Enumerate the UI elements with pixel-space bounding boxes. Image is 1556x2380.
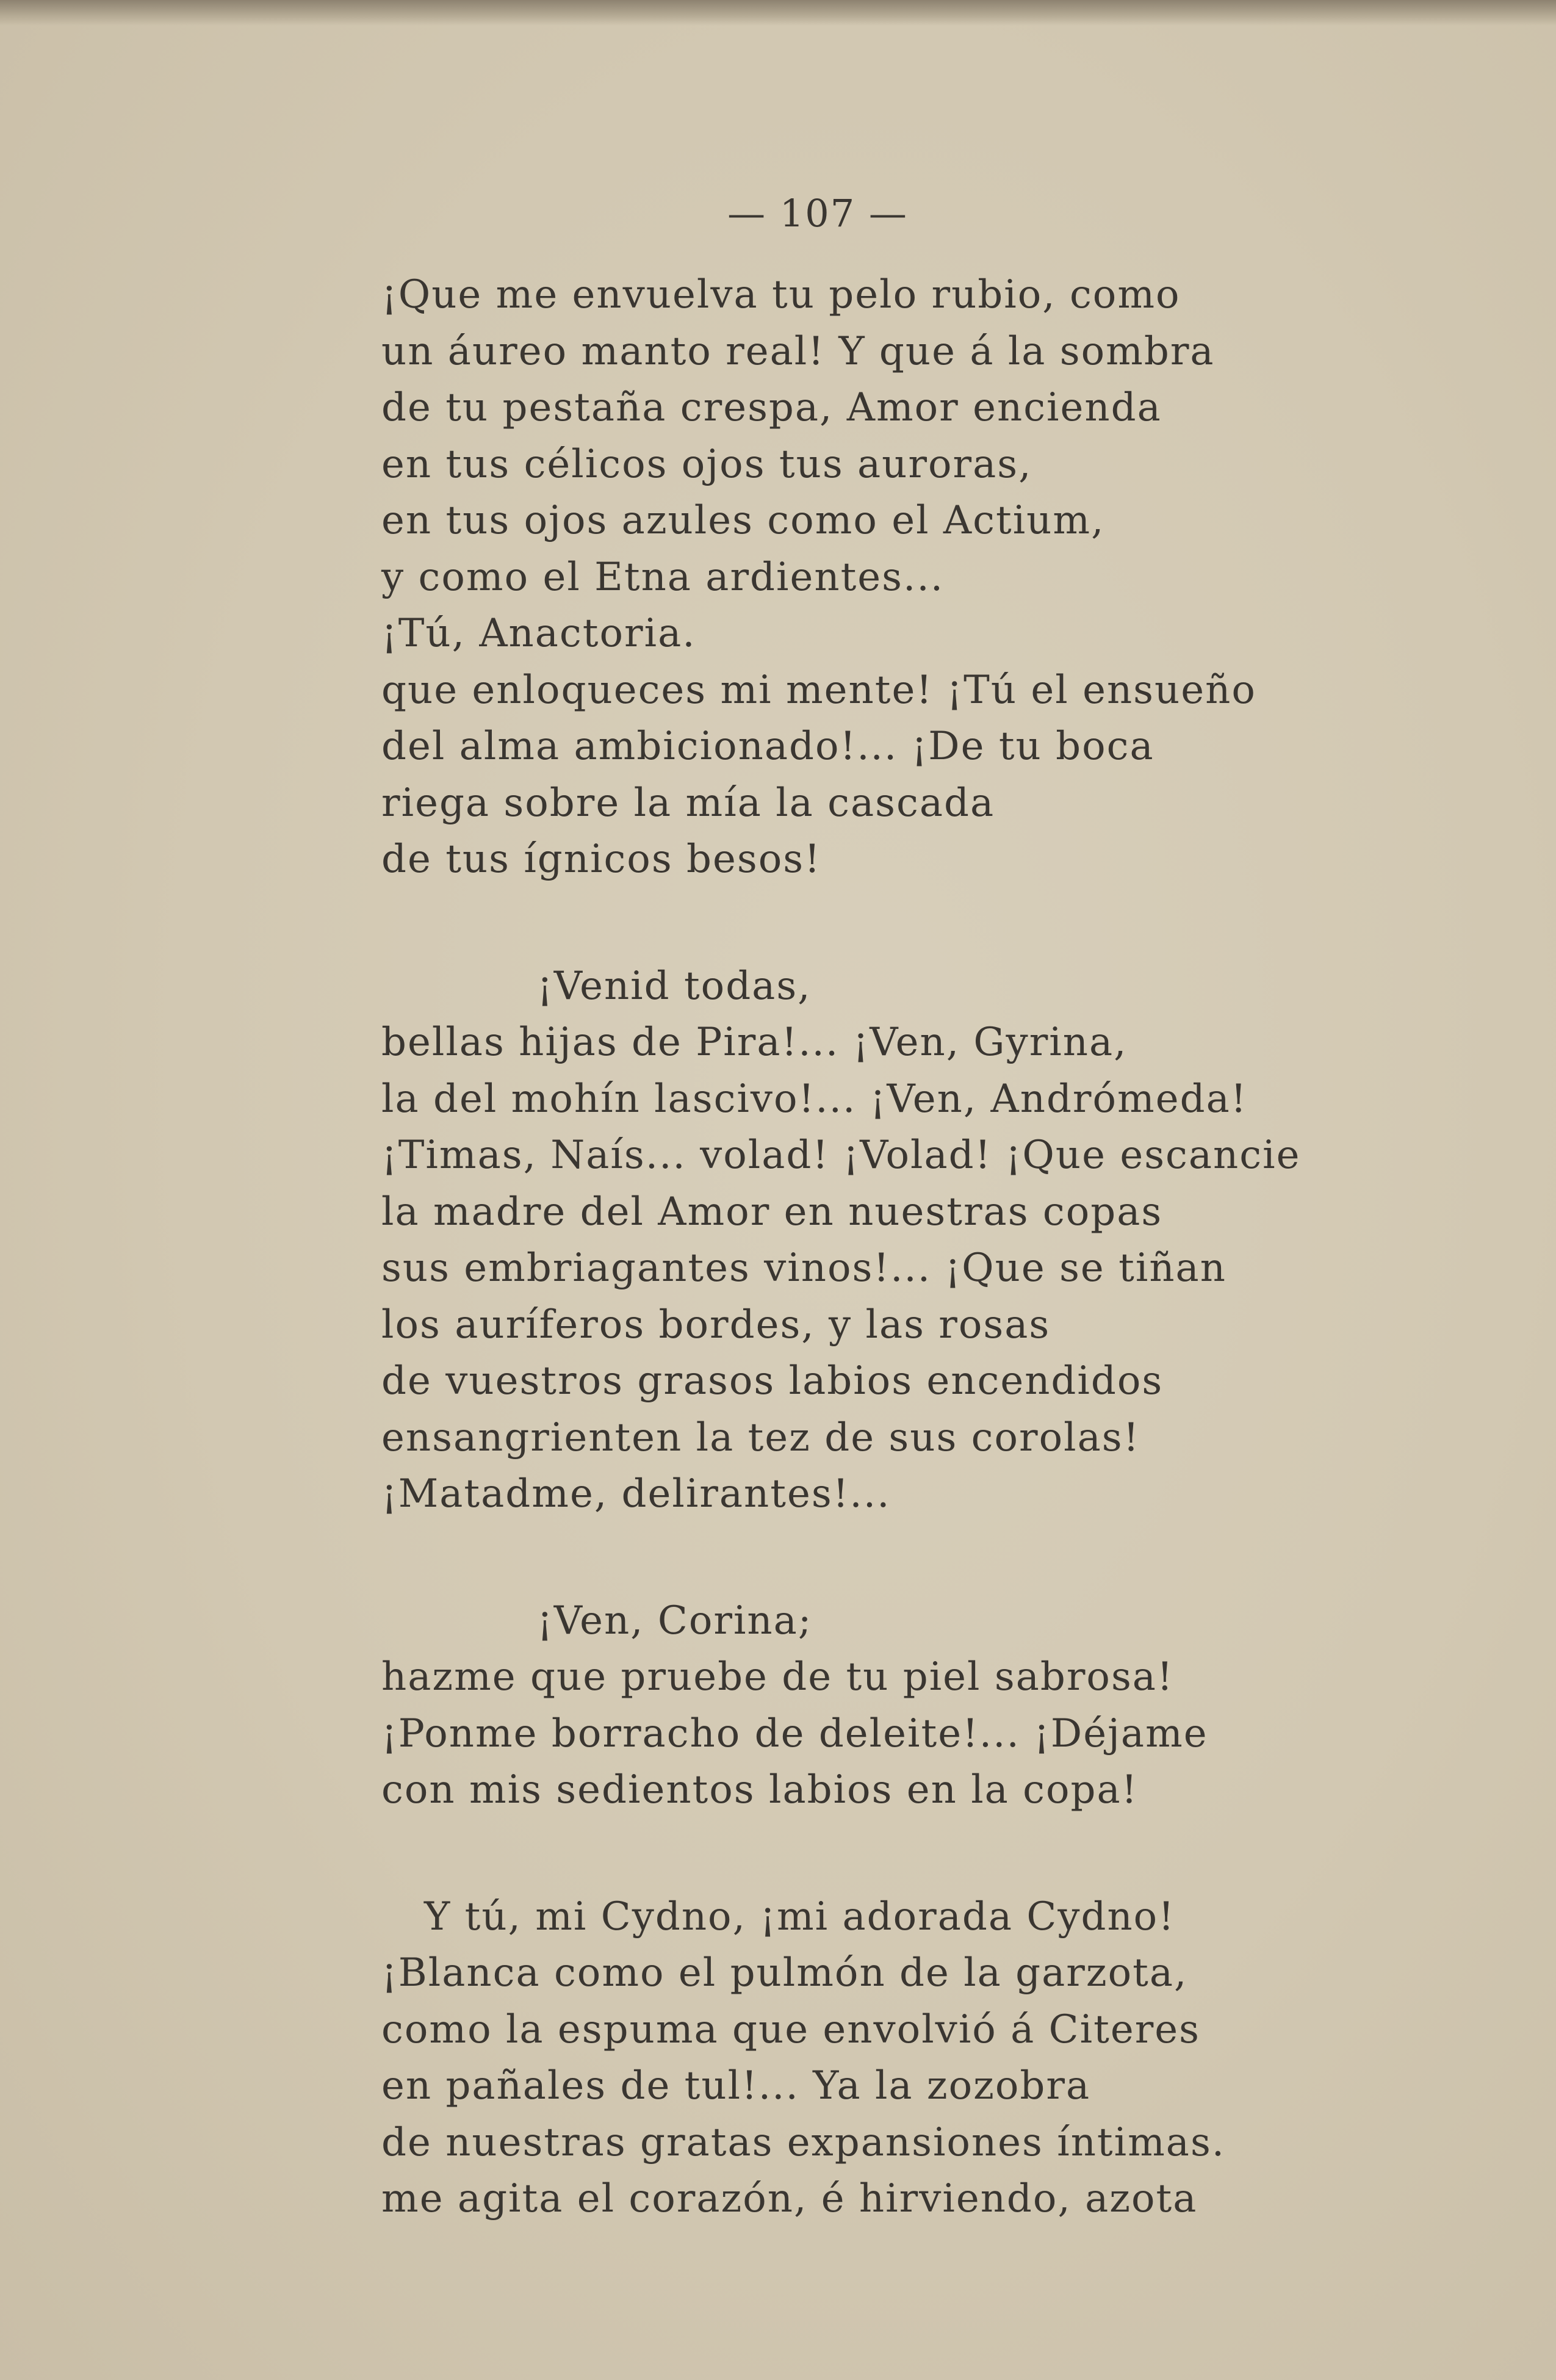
verse-line: los auríferos bordes, y las rosas [381,1302,1051,1347]
verse-line: riega sobre la mía la cascada [381,780,995,826]
verse-line: Y tú, mi Cydno, ¡mi adorada Cydno! [424,1894,1175,1939]
verse-line: sus embriagantes vinos!... ¡Que se tiñan [381,1246,1226,1291]
verse-line: de tus ígnicos besos! [381,837,821,882]
verse-line: en tus ojos azules como el Actium, [381,498,1105,543]
verse-line: un áureo manto real! Y que á la sombra [381,328,1215,374]
verse-line: que enloqueces mi mente! ¡Tú el ensueño [381,667,1256,713]
verse-line: bellas hijas de Pira!... ¡Ven, Gyrina, [381,1020,1128,1065]
verse-line: en tus célicos ojos tus auroras, [381,441,1032,487]
verse-line: ¡Blanca como el pulmón de la garzota, [381,1950,1188,1996]
verse-line: la madre del Amor en nuestras copas [381,1189,1163,1235]
verse-line: ensangrienten la tez de sus corolas! [381,1415,1140,1460]
verse-line: ¡Matadme, delirantes!... [381,1471,891,1516]
page-number: — 107 — [727,191,908,236]
verse-line: ¡Ven, Corina; [537,1598,813,1643]
verse-line: hazme que pruebe de tu piel sabrosa! [381,1654,1174,1700]
verse-line: con mis sedientos labios en la copa! [381,1767,1139,1812]
verse-line: de tu pestaña crespa, Amor encienda [381,385,1162,430]
stanza-1 [381,267,1358,888]
verse-line: de nuestras gratas expansiones íntimas. [381,2119,1226,2165]
poem-body [381,267,1358,2227]
verse-line: ¡Ponme borracho de deleite!... ¡Déjame [381,1711,1208,1756]
verse-line: como la espuma que envolvió á Citeres [381,2007,1200,2052]
stanza-gap [381,1819,1358,1889]
verse-line: la del mohín lascivo!... ¡Ven, Andrómeda! [381,1076,1248,1122]
stanza-2 [381,958,1358,1523]
stanza-gap [381,888,1358,958]
verse-line: ¡Venid todas, [537,963,812,1009]
verse-line: ¡Timas, Naís... volad! ¡Volad! ¡Que escancie [381,1133,1301,1178]
verse-line: en pañales de tul!... Ya la zozobra [381,2063,1091,2108]
page-top-edge [0,0,1556,26]
verse-line: de vuestros grasos labios encendidos [381,1358,1164,1404]
stanza-gap [381,1523,1358,1593]
stanza-3 [381,1593,1358,1819]
verse-line: me agita el corazón, é hirviendo, azota [381,2176,1198,2221]
verse-line: del alma ambicionado!... ¡De tu boca [381,724,1154,769]
verse-line: ¡Tú, Anactoria. [381,611,696,656]
stanza-4 [381,1889,1358,2227]
verse-line: ¡Que me envuelva tu pelo rubio, como [381,272,1181,317]
verse-line: y como el Etna ardientes... [381,554,945,600]
